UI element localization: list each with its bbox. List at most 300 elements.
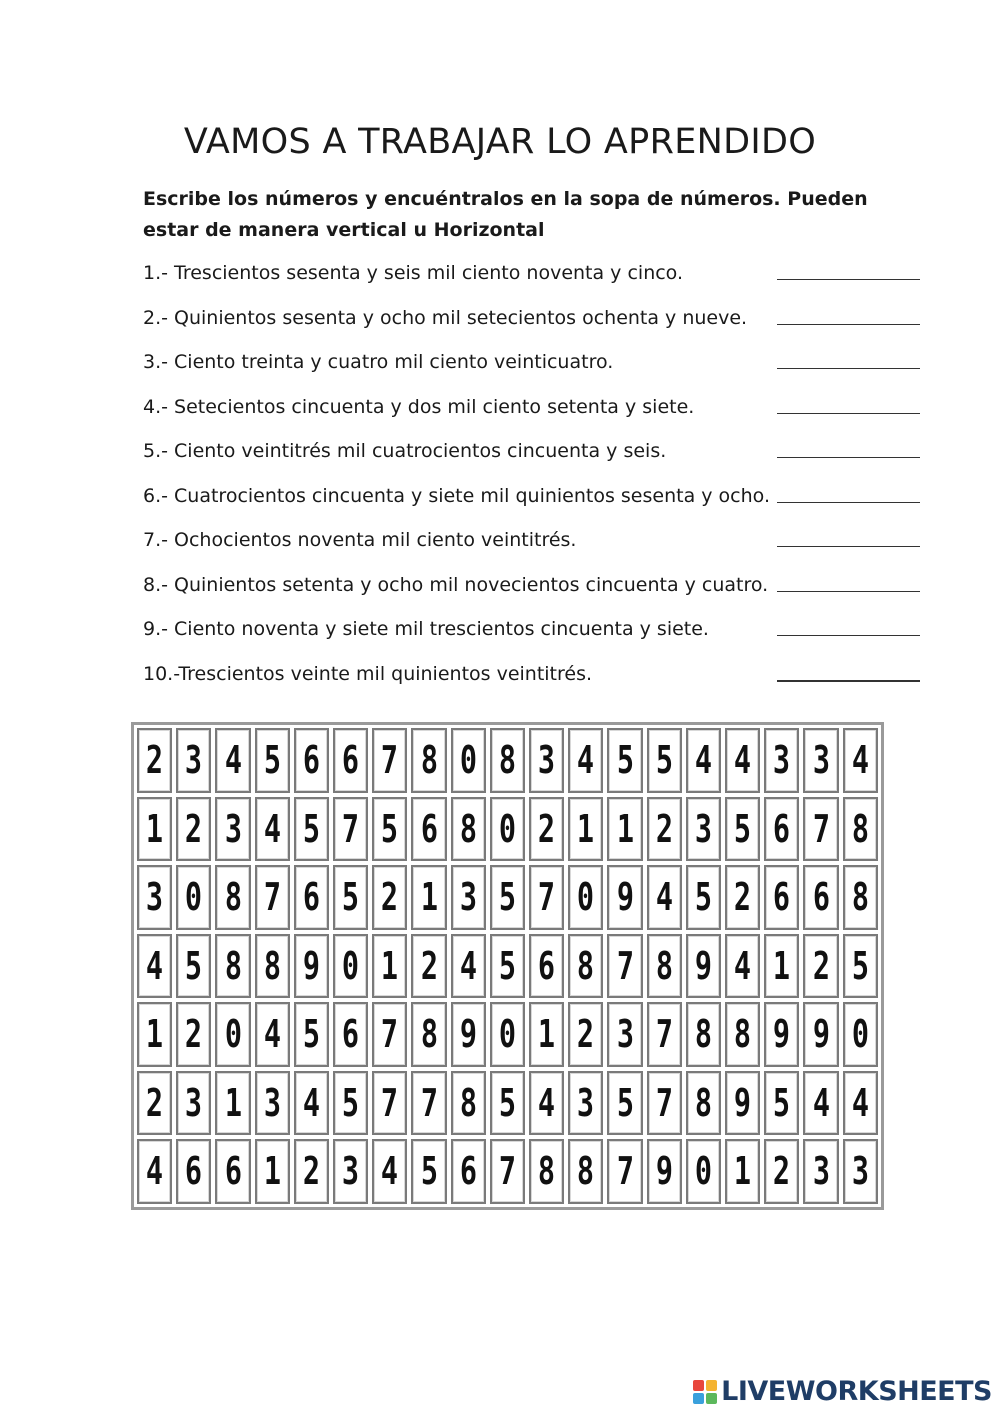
grid-cell xyxy=(451,728,486,793)
grid-cell xyxy=(372,934,407,999)
grid-cell xyxy=(843,934,878,999)
question-item xyxy=(143,301,923,346)
answer-blank[interactable] xyxy=(777,546,920,547)
grid-cell xyxy=(294,865,329,930)
grid-digit: 5 xyxy=(302,806,320,851)
grid-cell xyxy=(451,1071,486,1136)
grid-digit: 7 xyxy=(655,1012,673,1057)
instructions: Escribe los números y encuéntralos en la sopa de números. Pueden estar de manera vertical u Horizontal xyxy=(143,188,868,241)
grid-digit: 4 xyxy=(302,1080,320,1125)
answer-blank[interactable] xyxy=(777,368,920,369)
grid-digit: 7 xyxy=(381,1012,399,1057)
grid-cell xyxy=(607,1139,642,1204)
grid-cell xyxy=(451,1139,486,1204)
grid-cell xyxy=(411,797,446,862)
grid-digit: 4 xyxy=(381,1149,399,1194)
grid-cell xyxy=(568,1139,603,1204)
grid-cell xyxy=(333,797,368,862)
grid-digit: 5 xyxy=(616,1080,634,1125)
grid-cell xyxy=(490,1071,525,1136)
grid-cell xyxy=(255,1139,290,1204)
grid-cell xyxy=(725,865,760,930)
grid-cell xyxy=(843,728,878,793)
grid-row xyxy=(135,1069,880,1138)
grid-digit: 8 xyxy=(851,806,869,851)
grid-cell xyxy=(686,934,721,999)
question-text: 4.- Setecientos cincuenta y dos mil ciento setenta y siete. xyxy=(143,395,695,418)
grid-cell xyxy=(294,1071,329,1136)
question-text: 7.- Ochocientos noventa mil ciento veintitrés. xyxy=(143,529,577,551)
grid-digit: 3 xyxy=(263,1080,281,1125)
grid-digit: 1 xyxy=(538,1012,556,1057)
grid-cell xyxy=(372,1071,407,1136)
grid-cell xyxy=(843,1002,878,1067)
grid-row xyxy=(135,863,880,932)
grid-cell xyxy=(529,728,564,793)
grid-cell xyxy=(607,934,642,999)
grid-digit: 5 xyxy=(342,1080,360,1125)
answer-blank[interactable] xyxy=(777,324,920,325)
grid-digit: 4 xyxy=(812,1080,830,1125)
grid-cell xyxy=(215,865,250,930)
grid-cell xyxy=(607,865,642,930)
grid-digit: 2 xyxy=(812,943,830,988)
grid-cell xyxy=(725,1002,760,1067)
grid-digit: 6 xyxy=(342,738,360,783)
grid-digit: 6 xyxy=(773,806,791,851)
grid-digit: 3 xyxy=(851,1149,869,1194)
grid-digit: 2 xyxy=(185,1012,203,1057)
grid-cell xyxy=(451,934,486,999)
grid-cell xyxy=(215,1071,250,1136)
grid-cell xyxy=(803,865,838,930)
grid-cell xyxy=(137,797,172,862)
grid-digit: 2 xyxy=(185,806,203,851)
grid-digit: 8 xyxy=(224,943,242,988)
grid-cell xyxy=(176,797,211,862)
grid-digit: 7 xyxy=(263,875,281,920)
grid-digit: 6 xyxy=(224,1149,242,1194)
grid-digit: 5 xyxy=(263,738,281,783)
grid-digit: 2 xyxy=(420,943,438,988)
grid-cell xyxy=(647,865,682,930)
grid-digit: 5 xyxy=(342,875,360,920)
grid-cell xyxy=(529,1071,564,1136)
question-list xyxy=(143,256,923,701)
page-title: VAMOS A TRABAJAR LO APRENDIDO xyxy=(183,122,817,162)
grid-digit: 0 xyxy=(577,875,595,920)
grid-cell xyxy=(568,1071,603,1136)
grid-cell xyxy=(294,1002,329,1067)
grid-digit: 7 xyxy=(381,1080,399,1125)
grid-cell xyxy=(803,934,838,999)
grid-cell xyxy=(647,728,682,793)
grid-digit: 2 xyxy=(538,806,556,851)
grid-digit: 4 xyxy=(851,1080,869,1125)
grid-cell xyxy=(686,1071,721,1136)
grid-digit: 2 xyxy=(146,738,164,783)
grid-digit: 4 xyxy=(459,943,477,988)
grid-cell xyxy=(568,934,603,999)
grid-digit: 8 xyxy=(655,943,673,988)
grid-digit: 4 xyxy=(655,875,673,920)
grid-digit: 9 xyxy=(694,943,713,988)
grid-digit: 8 xyxy=(538,1149,556,1194)
grid-cell xyxy=(647,934,682,999)
grid-digit: 4 xyxy=(577,738,595,783)
grid-cell xyxy=(255,797,290,862)
question-item xyxy=(143,345,923,390)
grid-digit: 3 xyxy=(773,738,791,783)
grid-cell xyxy=(294,728,329,793)
grid-cell xyxy=(137,1071,172,1136)
grid-digit: 7 xyxy=(655,1080,673,1125)
grid-digit: 8 xyxy=(577,1149,595,1194)
grid-digit: 0 xyxy=(459,738,477,783)
grid-cell xyxy=(490,1002,525,1067)
grid-cell xyxy=(333,728,368,793)
brand-footer xyxy=(693,1376,992,1407)
grid-digit: 3 xyxy=(812,1149,830,1194)
grid-digit: 4 xyxy=(694,738,713,783)
logo-square xyxy=(706,1393,717,1404)
grid-cell xyxy=(137,934,172,999)
grid-digit: 9 xyxy=(773,1012,791,1057)
answer-blank[interactable] xyxy=(777,680,920,682)
grid-cell xyxy=(176,1002,211,1067)
answer-blank[interactable] xyxy=(777,591,920,592)
grid-digit: 6 xyxy=(812,875,830,920)
grid-cell xyxy=(255,1002,290,1067)
grid-cell xyxy=(333,865,368,930)
grid-cell xyxy=(686,1002,721,1067)
grid-cell xyxy=(372,1139,407,1204)
grid-cell xyxy=(215,728,250,793)
grid-digit: 6 xyxy=(773,875,791,920)
logo-square xyxy=(706,1380,717,1391)
grid-cell xyxy=(490,797,525,862)
logo-square xyxy=(693,1380,704,1391)
grid-cell xyxy=(607,1002,642,1067)
grid-digit: 8 xyxy=(498,738,517,783)
grid-cell xyxy=(372,797,407,862)
question-text: 5.- Ciento veintitrés mil cuatrocientos cincuenta y seis. xyxy=(143,440,667,462)
grid-cell xyxy=(725,1071,760,1136)
grid-cell xyxy=(255,934,290,999)
grid-digit: 4 xyxy=(146,1149,164,1194)
question-item xyxy=(143,434,923,479)
grid-digit: 5 xyxy=(420,1149,438,1194)
grid-digit: 7 xyxy=(420,1080,438,1125)
grid-digit: 9 xyxy=(459,1012,477,1057)
grid-digit: 1 xyxy=(420,875,438,920)
grid-cell xyxy=(372,728,407,793)
grid-cell xyxy=(137,728,172,793)
grid-cell xyxy=(764,934,799,999)
grid-cell xyxy=(294,1139,329,1204)
grid-digit: 7 xyxy=(616,943,634,988)
grid-digit: 8 xyxy=(263,943,281,988)
grid-digit: 9 xyxy=(616,875,634,920)
grid-cell xyxy=(725,797,760,862)
grid-digit: 6 xyxy=(302,738,320,783)
grid-digit: 5 xyxy=(302,1012,320,1057)
grid-digit: 9 xyxy=(734,1080,752,1125)
grid-digit: 1 xyxy=(381,943,399,988)
grid-cell xyxy=(411,1071,446,1136)
question-text: 6.- Cuatrocientos cincuenta y siete mil quinientos sesenta y ocho. xyxy=(143,484,770,507)
grid-digit: 2 xyxy=(381,875,399,920)
grid-cell xyxy=(490,1139,525,1204)
grid-digit: 3 xyxy=(342,1149,360,1194)
grid-digit: 3 xyxy=(185,738,203,783)
question-item xyxy=(143,568,923,613)
grid-digit: 0 xyxy=(224,1012,242,1057)
grid-digit: 0 xyxy=(694,1149,713,1194)
number-search-grid xyxy=(131,722,884,1210)
grid-digit: 3 xyxy=(146,875,164,920)
grid-cell xyxy=(451,1002,486,1067)
grid-digit: 3 xyxy=(185,1080,203,1125)
answer-blank[interactable] xyxy=(777,279,920,280)
grid-digit: 4 xyxy=(263,1012,281,1057)
grid-cell xyxy=(725,728,760,793)
grid-digit: 4 xyxy=(851,738,869,783)
grid-cell xyxy=(529,1002,564,1067)
grid-digit: 8 xyxy=(694,1012,713,1057)
grid-digit: 5 xyxy=(734,806,752,851)
grid-cell xyxy=(764,728,799,793)
grid-cell xyxy=(176,865,211,930)
grid-digit: 6 xyxy=(342,1012,360,1057)
grid-row xyxy=(135,1000,880,1069)
answer-blank[interactable] xyxy=(777,457,920,458)
grid-digit: 5 xyxy=(851,943,869,988)
logo-square xyxy=(693,1393,704,1404)
grid-cell xyxy=(176,728,211,793)
grid-digit: 1 xyxy=(224,1080,242,1125)
grid-digit: 9 xyxy=(812,1012,830,1057)
grid-row xyxy=(135,932,880,1001)
grid-digit: 6 xyxy=(459,1149,477,1194)
grid-digit: 8 xyxy=(734,1012,752,1057)
question-text: 9.- Ciento noventa y siete mil trescientos cincuenta y siete. xyxy=(143,618,709,640)
answer-blank[interactable] xyxy=(777,502,920,503)
grid-digit: 4 xyxy=(224,738,242,783)
grid-digit: 4 xyxy=(538,1080,556,1125)
grid-digit: 8 xyxy=(420,738,438,783)
grid-cell xyxy=(333,1139,368,1204)
grid-cell xyxy=(529,1139,564,1204)
grid-digit: 1 xyxy=(773,943,791,988)
grid-digit: 9 xyxy=(655,1149,673,1194)
answer-blank[interactable] xyxy=(777,413,920,414)
grid-cell xyxy=(725,934,760,999)
grid-row xyxy=(135,795,880,864)
grid-digit: 5 xyxy=(498,875,517,920)
grid-cell xyxy=(607,1071,642,1136)
grid-cell xyxy=(686,1139,721,1204)
grid-cell xyxy=(411,1139,446,1204)
grid-cell xyxy=(568,728,603,793)
grid-cell xyxy=(686,865,721,930)
grid-cell xyxy=(803,797,838,862)
grid-cell xyxy=(411,934,446,999)
question-item xyxy=(143,256,923,301)
grid-digit: 0 xyxy=(342,943,360,988)
grid-cell xyxy=(764,797,799,862)
grid-cell xyxy=(647,1002,682,1067)
grid-digit: 3 xyxy=(616,1012,634,1057)
grid-cell xyxy=(215,797,250,862)
grid-digit: 7 xyxy=(616,1149,634,1194)
grid-cell xyxy=(843,865,878,930)
grid-cell xyxy=(725,1139,760,1204)
grid-cell xyxy=(803,1002,838,1067)
grid-digit: 8 xyxy=(577,943,595,988)
grid-digit: 8 xyxy=(459,806,477,851)
grid-digit: 5 xyxy=(498,943,517,988)
question-text: 8.- Quinientos setenta y ocho mil novecientos cincuenta y cuatro. xyxy=(143,573,769,596)
grid-cell xyxy=(176,1071,211,1136)
grid-digit: 5 xyxy=(655,738,673,783)
answer-blank[interactable] xyxy=(777,635,920,636)
grid-cell xyxy=(294,797,329,862)
grid-cell xyxy=(490,865,525,930)
grid-digit: 3 xyxy=(812,738,830,783)
grid-cell xyxy=(568,797,603,862)
grid-cell xyxy=(803,1139,838,1204)
grid-cell xyxy=(568,865,603,930)
grid-cell xyxy=(607,728,642,793)
grid-digit: 2 xyxy=(302,1149,320,1194)
grid-digit: 2 xyxy=(655,806,673,851)
question-item xyxy=(143,479,923,524)
grid-digit: 9 xyxy=(302,943,320,988)
question-item xyxy=(143,390,923,435)
grid-digit: 2 xyxy=(773,1149,791,1194)
grid-cell xyxy=(333,1071,368,1136)
grid-cell xyxy=(803,728,838,793)
grid-digit: 5 xyxy=(773,1080,791,1125)
grid-cell xyxy=(137,1002,172,1067)
grid-cell xyxy=(411,865,446,930)
grid-cell xyxy=(294,934,329,999)
grid-digit: 0 xyxy=(498,806,517,851)
grid-cell xyxy=(333,1002,368,1067)
grid-digit: 8 xyxy=(851,875,869,920)
grid-cell xyxy=(176,1139,211,1204)
grid-digit: 2 xyxy=(734,875,752,920)
grid-cell xyxy=(490,934,525,999)
grid-cell xyxy=(803,1071,838,1136)
grid-digit: 6 xyxy=(185,1149,203,1194)
question-item xyxy=(143,612,923,657)
grid-cell xyxy=(529,934,564,999)
grid-cell xyxy=(647,1071,682,1136)
grid-cell xyxy=(215,1139,250,1204)
grid-cell xyxy=(764,1071,799,1136)
grid-digit: 5 xyxy=(616,738,634,783)
grid-cell xyxy=(529,797,564,862)
grid-digit: 1 xyxy=(577,806,595,851)
grid-cell xyxy=(411,728,446,793)
grid-cell xyxy=(451,865,486,930)
grid-digit: 3 xyxy=(538,738,556,783)
grid-digit: 3 xyxy=(224,806,242,851)
grid-digit: 7 xyxy=(381,738,399,783)
grid-digit: 6 xyxy=(302,875,320,920)
question-text: 10.-Trescientos veinte mil quinientos veintitrés. xyxy=(143,662,593,685)
grid-cell xyxy=(372,865,407,930)
grid-digit: 4 xyxy=(734,943,752,988)
grid-cell xyxy=(215,934,250,999)
grid-digit: 7 xyxy=(342,806,360,851)
grid-digit: 4 xyxy=(263,806,281,851)
grid-digit: 1 xyxy=(146,1012,164,1057)
grid-cell xyxy=(764,1139,799,1204)
grid-cell xyxy=(529,865,564,930)
grid-cell xyxy=(764,865,799,930)
question-text: 3.- Ciento treinta y cuatro mil ciento veinticuatro. xyxy=(143,351,614,373)
brand-name: LIVEWORKSHEETS xyxy=(721,1376,992,1407)
grid-digit: 6 xyxy=(538,943,556,988)
grid-cell xyxy=(843,1139,878,1204)
grid-cell xyxy=(647,797,682,862)
grid-digit: 5 xyxy=(185,943,203,988)
grid-digit: 1 xyxy=(263,1149,281,1194)
grid-cell xyxy=(686,728,721,793)
grid-digit: 5 xyxy=(381,806,399,851)
grid-cell xyxy=(176,934,211,999)
grid-digit: 5 xyxy=(694,875,713,920)
grid-digit: 0 xyxy=(185,875,203,920)
grid-cell xyxy=(764,1002,799,1067)
grid-digit: 1 xyxy=(616,806,634,851)
grid-digit: 5 xyxy=(498,1080,517,1125)
grid-digit: 3 xyxy=(459,875,477,920)
grid-cell xyxy=(137,1139,172,1204)
grid-digit: 7 xyxy=(498,1149,517,1194)
grid-cell xyxy=(490,728,525,793)
grid-cell xyxy=(843,797,878,862)
grid-digit: 2 xyxy=(146,1080,164,1125)
grid-digit: 3 xyxy=(694,806,713,851)
grid-cell xyxy=(215,1002,250,1067)
grid-digit: 4 xyxy=(734,738,752,783)
grid-cell xyxy=(647,1139,682,1204)
grid-digit: 8 xyxy=(694,1080,713,1125)
grid-digit: 2 xyxy=(577,1012,595,1057)
question-item xyxy=(143,657,923,702)
grid-digit: 8 xyxy=(224,875,242,920)
grid-cell xyxy=(255,865,290,930)
grid-cell xyxy=(333,934,368,999)
grid-digit: 1 xyxy=(734,1149,752,1194)
grid-cell xyxy=(411,1002,446,1067)
grid-cell xyxy=(843,1071,878,1136)
grid-row xyxy=(135,1137,880,1206)
question-item xyxy=(143,523,923,568)
grid-digit: 6 xyxy=(420,806,438,851)
grid-digit: 7 xyxy=(538,875,556,920)
grid-row xyxy=(135,726,880,795)
question-text: 2.- Quinientos sesenta y ocho mil setecientos ochenta y nueve. xyxy=(143,306,748,329)
grid-cell xyxy=(255,1071,290,1136)
grid-cell xyxy=(568,1002,603,1067)
grid-cell xyxy=(451,797,486,862)
grid-digit: 8 xyxy=(420,1012,438,1057)
